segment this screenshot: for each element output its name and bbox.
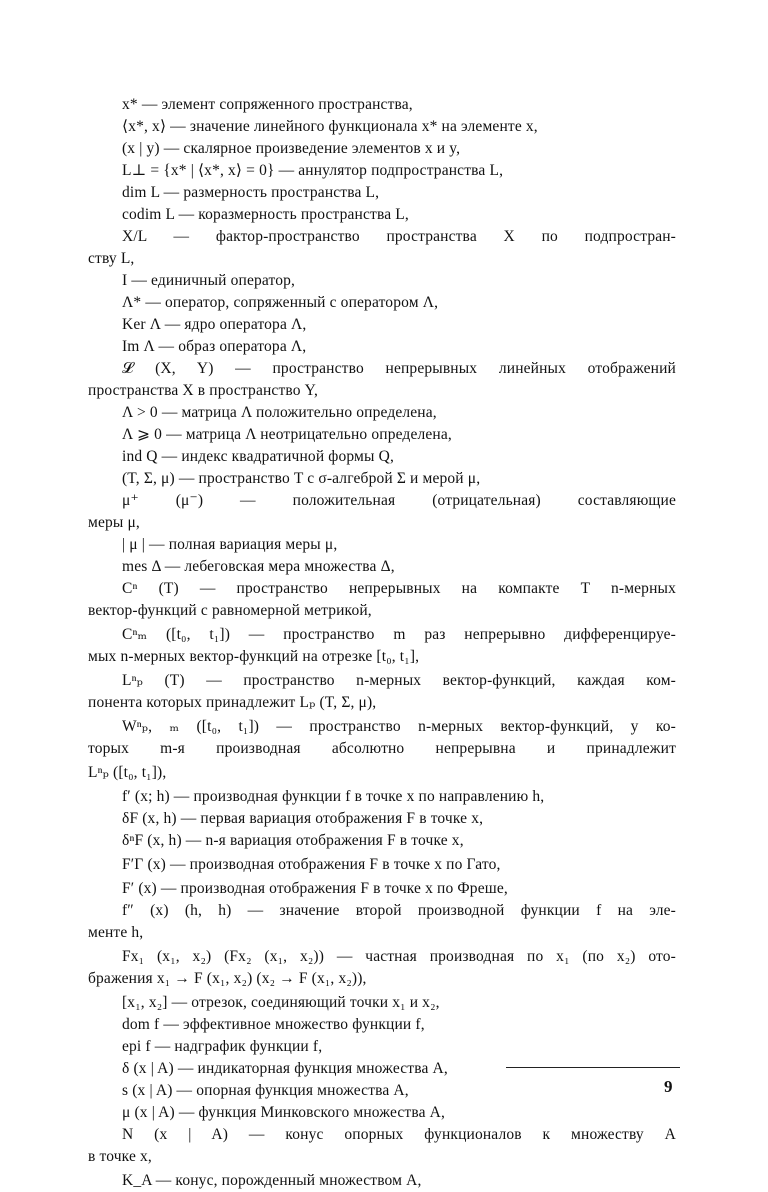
notation-line: K_A — конус, порожденный множеством A, <box>122 1172 422 1189</box>
notation-line: Λ ⩾ 0 — матрица Λ неотрицательно определена, <box>122 426 452 443</box>
notation-line-continued: мых n-мерных вектор-функций на отрезке [t₀, t₁], <box>88 648 420 665</box>
notation-line: (x | y) — скалярное произведение элементов x и y, <box>122 140 461 157</box>
notation-line: Λ* — оператор, сопряженный с оператором Λ, <box>122 294 439 311</box>
notation-line: dom f — эффективное множество функции f, <box>122 1016 425 1033</box>
notation-line: (T, Σ, μ) — пространство T с σ-алгеброй Σ и мерой μ, <box>122 470 481 487</box>
notation-line: Ker Λ — ядро оператора Λ, <box>122 316 307 333</box>
notation-line-continued: пространства X в пространство Y, <box>88 382 319 399</box>
notation-line: Wⁿₚ, ₘ ([t₀, t₁]) — пространство n-мерных вектор-функций, у ко- <box>122 718 676 735</box>
notation-line: μ (x | A) — функция Минковского множества A, <box>122 1104 446 1121</box>
notation-line: Fx₁ (x₁, x₂) (Fx₂ (x₁, x₂)) — частная производная по x₁ (по x₂) ото- <box>122 948 676 965</box>
notation-line: ind Q — индекс квадратичной формы Q, <box>122 448 394 465</box>
notation-line: [x₁, x₂] — отрезок, соединяющий точки x₁ и x₂, <box>122 994 440 1011</box>
notation-line: δF (x, h) — первая вариация отображения F в точке x, <box>122 810 484 827</box>
notation-line-continued: в точке x, <box>88 1148 152 1165</box>
notation-line: x* — элемент сопряженного пространства, <box>122 96 413 113</box>
notation-line: ⟨x*, x⟩ — значение линейного функционала x* на элементе x, <box>122 118 538 135</box>
notation-line: mes Δ — лебеговская мера множества Δ, <box>122 558 395 575</box>
notation-line: f″ (x) (h, h) — значение второй производной функции f на эле- <box>122 902 676 919</box>
notation-line: Lⁿₚ (T) — пространство n-мерных вектор-функций, каждая ком- <box>122 672 676 689</box>
notation-line-continued: менте h, <box>88 924 144 941</box>
page-number: 9 <box>664 1077 673 1096</box>
notation-line: f′ (x; h) — производная функции f в точке x по направлению h, <box>122 788 545 805</box>
notation-line: I — единичный оператор, <box>122 272 296 289</box>
notation-line-continued: ству L, <box>88 250 135 267</box>
notation-line: epi f — надграфик функции f, <box>122 1038 323 1055</box>
notation-line: Im Λ — образ оператора Λ, <box>122 338 307 355</box>
notation-line: F′Γ (x) — производная отображения F в точке x по Гато, <box>122 856 501 873</box>
notation-line: μ⁺ (μ⁻) — положительная (отрицательная) составляющие <box>122 492 676 509</box>
notation-line: N (x | A) — конус опорных функционалов к множеству A <box>122 1126 676 1143</box>
notation-line: δⁿF (x, h) — n-я вариация отображения F в точке x, <box>122 832 464 849</box>
notation-line-continued: торых m-я производная абсолютно непрерывна и принадлежит <box>88 740 676 757</box>
notation-line: 𝓛 (X, Y) — пространство непрерывных линейных отображений <box>122 360 676 377</box>
notation-line: Λ > 0 — матрица Λ положительно определена, <box>122 404 437 421</box>
notation-line: F′ (x) — производная отображения F в точке x по Фреше, <box>122 880 508 897</box>
notation-line: Cⁿ (T) — пространство непрерывных на компакте T n-мерных <box>122 580 676 597</box>
notation-line: Cⁿₘ ([t₀, t₁]) — пространство m раз непрерывно дифференцируе- <box>122 626 676 643</box>
notation-line: | μ | — полная вариация меры μ, <box>122 536 338 553</box>
notation-line-continued: понента которых принадлежит Lₚ (T, Σ, μ), <box>88 694 377 711</box>
footer-rule <box>506 1067 680 1068</box>
notation-line-continued: вектор-функций с равномерной метрикой, <box>88 602 372 619</box>
notation-line: δ (x | A) — индикаторная функция множества A, <box>122 1060 448 1077</box>
notation-line-continued: бражения x₁ → F (x₁, x₂) (x₂ → F (x₁, x₂)), <box>88 970 367 987</box>
notation-line: dim L — размерность пространства L, <box>122 184 380 201</box>
notation-line: s (x | A) — опорная функция множества A, <box>122 1082 409 1099</box>
notation-line-continued: Lⁿₚ ([t₀, t₁]), <box>88 764 167 781</box>
notation-line: L⊥ = {x* | ⟨x*, x⟩ = 0} — аннулятор подпространства L, <box>122 162 504 179</box>
notation-line-continued: меры μ, <box>88 514 140 531</box>
notation-line: codim L — коразмерность пространства L, <box>122 206 409 223</box>
notation-line: X/L — фактор-пространство пространства X по подпростран- <box>122 228 676 245</box>
